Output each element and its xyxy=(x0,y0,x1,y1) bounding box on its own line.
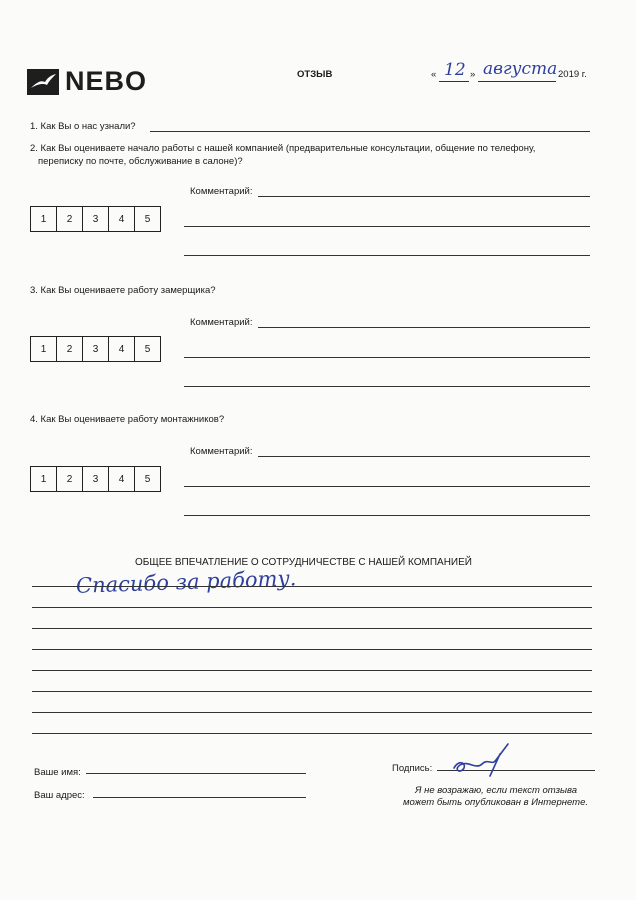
rating-option[interactable]: 2 xyxy=(57,337,83,361)
rating-option[interactable]: 1 xyxy=(31,467,57,491)
rating-option[interactable]: 3 xyxy=(83,337,109,361)
comment-label-4: Комментарий: xyxy=(190,446,253,457)
comment-label-3: Комментарий: xyxy=(190,317,253,328)
consent-line-1: Я не возражаю, если текст отзыва xyxy=(415,785,578,796)
form-title: ОТЗЫВ xyxy=(297,69,333,80)
question-4: 4. Как Вы оцениваете работу монтажников? xyxy=(30,414,225,425)
question-1: 1. Как Вы о нас узнали? xyxy=(30,121,136,132)
comment-label-2: Комментарий: xyxy=(190,186,253,197)
date-quote-close: » xyxy=(470,69,476,80)
rating-scale-3[interactable] xyxy=(30,336,161,362)
question-2: 2. Как Вы оцениваете начало работы с нашей компанией (предварительные консультации, общение по телефону, xyxy=(30,143,536,154)
date-year: 2019 г. xyxy=(558,69,587,80)
answer-line-1 xyxy=(150,131,590,132)
bird-logo-icon xyxy=(27,69,59,95)
overall-heading: ОБЩЕЕ ВПЕЧАТЛЕНИЕ О СОТРУДНИЧЕСТВЕ С НАШЕЙ КОМПАНИЕЙ xyxy=(135,557,472,568)
rating-option[interactable]: 4 xyxy=(109,207,135,231)
question-3: 3. Как Вы оцениваете работу замерщика? xyxy=(30,285,216,296)
logo-text: NEBO xyxy=(65,66,148,96)
rating-option[interactable]: 5 xyxy=(144,473,151,485)
rating-option[interactable]: 3 xyxy=(83,467,109,491)
question-2-cont: переписку по почте, обслуживание в салоне)? xyxy=(38,156,243,167)
address-label: Ваш адрес: xyxy=(34,790,85,801)
date-month: августа xyxy=(483,59,558,79)
rating-scale-2[interactable] xyxy=(30,206,161,232)
name-label: Ваше имя: xyxy=(34,767,81,778)
rating-option[interactable]: 4 xyxy=(109,467,135,491)
address-field[interactable] xyxy=(93,797,306,798)
rating-option[interactable]: 2 xyxy=(57,467,83,491)
rating-option[interactable]: 1 xyxy=(31,337,57,361)
signature-label: Подпись: xyxy=(392,763,433,774)
rating-option[interactable]: 5 xyxy=(144,343,151,355)
rating-option[interactable]: 1 xyxy=(31,207,57,231)
rating-scale-4[interactable] xyxy=(30,466,161,492)
rating-option[interactable]: 5 xyxy=(144,213,151,225)
date-quote-open: « xyxy=(431,69,437,80)
handwritten-signature xyxy=(448,740,518,778)
name-field[interactable] xyxy=(86,773,306,774)
rating-option[interactable]: 3 xyxy=(83,207,109,231)
overall-handwritten-text: Спасибо за работу. xyxy=(75,566,297,598)
nebo-logo xyxy=(27,66,147,97)
date-day: 12 xyxy=(444,60,466,80)
consent-line-2: может быть опубликован в Интернете. xyxy=(403,797,588,808)
rating-option[interactable]: 4 xyxy=(109,337,135,361)
rating-option[interactable]: 2 xyxy=(57,207,83,231)
